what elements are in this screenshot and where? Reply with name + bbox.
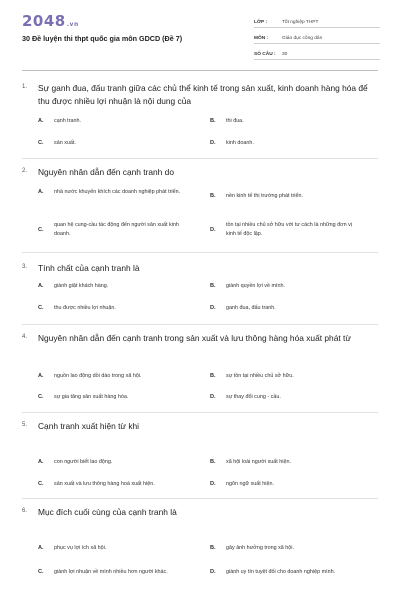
question-2 [22, 166, 378, 237]
option-a[interactable] [38, 372, 184, 381]
option-letter: A. [38, 118, 44, 124]
option-letter: D. [210, 481, 216, 487]
option-text: quan hệ cung-cầu tác động đến người sản xuất kinh doanh. [54, 222, 179, 237]
option-text: cạnh tranh. [54, 118, 81, 124]
option-d[interactable] [210, 480, 356, 489]
option-text: nhà nước khuyến khích các doanh nghiệp phát triển. [54, 189, 181, 195]
option-letter: A. [38, 189, 44, 195]
meta-row-class [254, 14, 380, 28]
option-c[interactable] [38, 304, 184, 313]
option-letter: D. [210, 394, 216, 400]
option-letter: B. [210, 373, 216, 379]
option-text: tồn tại nhiều chủ sở hữu với tư cách là những đơn vị kinh tế độc lập. [226, 222, 353, 237]
meta-label: SỐ CÂU : [254, 52, 276, 57]
exam-header [0, 0, 400, 68]
option-text: nguồn lao động dồi dào trong xã hội. [54, 373, 142, 379]
option-letter: C. [38, 481, 44, 487]
question-text: Sự ganh đua, đấu tranh giữa các chủ thể kinh tế trong sản xuất, kinh doanh hàng hóa để thu được nhiều lợi nhuận là nội dung của [38, 83, 368, 106]
option-text: sản xuất và lưu thông hàng hoá xuất hiện. [54, 481, 155, 487]
option-b[interactable] [210, 282, 356, 291]
option-letter: C. [38, 569, 44, 575]
option-text: giành quyền lợi về mình. [226, 283, 285, 289]
option-b[interactable] [210, 544, 356, 553]
question-number: 2. [22, 168, 28, 174]
meta-value: 30 [282, 52, 288, 57]
question-number: 5. [22, 422, 28, 428]
question-text: Tính chất của cạnh tranh là [38, 263, 140, 273]
option-c[interactable] [38, 139, 184, 148]
question-text: Cạnh tranh xuất hiện từ khi [38, 421, 140, 431]
question-4 [22, 332, 378, 400]
question-number: 3. [22, 264, 28, 270]
exam-title: 30 Đề luyện thi thpt quốc gia môn GDCD (Đề 7) [22, 34, 183, 43]
option-letter: D. [210, 569, 216, 575]
option-c[interactable] [38, 568, 184, 577]
option-text: ganh đua, đấu tranh. [226, 305, 276, 311]
meta-value: Giáo dục công dân [282, 36, 323, 41]
option-d[interactable] [210, 221, 356, 239]
option-d[interactable] [210, 139, 356, 148]
option-d[interactable] [210, 393, 356, 402]
option-letter: B. [210, 545, 216, 551]
option-d[interactable] [210, 568, 356, 577]
question-text: Nguyên nhân dẫn đến cạnh tranh do [38, 167, 174, 177]
option-text: con người biết lao động. [54, 459, 113, 465]
question-divider [22, 412, 378, 413]
option-letter: A. [38, 373, 44, 379]
question-1 [22, 82, 378, 146]
option-letter: B. [210, 459, 216, 465]
option-text: sự gia tăng sản xuất hàng hóa. [54, 394, 129, 400]
option-a[interactable] [38, 117, 184, 126]
option-text: gây ảnh hưởng trong xã hội. [226, 545, 294, 551]
option-c[interactable] [38, 221, 184, 239]
meta-row-subject [254, 30, 380, 44]
option-text: giành giật khách hàng. [54, 283, 109, 289]
option-text: sự tồn tại nhiều chủ sở hữu. [226, 373, 294, 379]
site-logo[interactable] [22, 12, 79, 30]
option-text: nền kinh tế thị trường phát triển. [226, 193, 303, 199]
meta-label: LỚP : [254, 20, 268, 25]
question-text: Mục đích cuối cùng của cạnh tranh là [38, 507, 177, 517]
option-letter: D. [210, 140, 216, 146]
option-letter: C. [38, 226, 44, 233]
question-number: 4. [22, 334, 28, 340]
question-number: 6. [22, 508, 28, 514]
option-letter: A. [38, 459, 44, 465]
option-b[interactable] [210, 117, 356, 126]
header-divider [22, 70, 378, 71]
option-b[interactable] [210, 372, 356, 381]
option-letter: A. [38, 545, 44, 551]
option-text: ngôn ngữ xuất hiện. [226, 481, 274, 487]
option-letter: C. [38, 394, 44, 400]
option-a[interactable] [38, 282, 184, 291]
option-d[interactable] [210, 304, 356, 313]
option-letter: B. [210, 193, 216, 199]
option-letter: D. [210, 305, 216, 311]
question-3 [22, 262, 378, 311]
question-number: 1. [22, 84, 28, 90]
question-divider [22, 498, 378, 499]
option-text: xã hội loài người xuất hiện. [226, 459, 291, 465]
option-a[interactable] [38, 458, 184, 467]
logo-suffix: .vn [66, 21, 79, 28]
question-divider [22, 324, 378, 325]
question-5 [22, 420, 378, 487]
option-letter: C. [38, 140, 44, 146]
option-letter: D. [210, 226, 216, 233]
option-text: phục vụ lợi ích xã hội. [54, 545, 107, 551]
option-text: thu được nhiều lợi nhuận. [54, 305, 116, 311]
option-text: thi đua. [226, 118, 244, 124]
question-divider [22, 158, 378, 159]
logo-main: 2048 [22, 12, 66, 30]
option-letter: C. [38, 305, 44, 311]
option-text: giành uy tín tuyệt đối cho doanh nghiệp mình. [226, 569, 336, 575]
option-a[interactable] [38, 188, 184, 197]
option-c[interactable] [38, 480, 214, 489]
meta-value: Tốt nghiệp THPT [282, 20, 319, 25]
question-text: Nguyên nhân dẫn đến cạnh tranh trong sản xuất và lưu thông hàng hóa xuất phát từ [38, 333, 351, 343]
option-b[interactable] [210, 458, 356, 467]
option-text: kinh doanh. [226, 140, 254, 146]
option-letter: A. [38, 283, 44, 289]
option-letter: B. [210, 283, 216, 289]
option-a[interactable] [38, 544, 184, 553]
option-letter: B. [210, 118, 216, 124]
option-text: sản xuất. [54, 140, 76, 146]
option-c[interactable] [38, 393, 184, 402]
option-text: sự thay đổi cung - cầu. [226, 394, 281, 400]
question-divider [22, 252, 378, 253]
question-6 [22, 506, 378, 575]
meta-label: MÔN : [254, 36, 269, 41]
option-text: giành lợi nhuận về mình nhiều hơn người khác. [54, 569, 168, 575]
meta-row-count [254, 46, 380, 60]
option-b[interactable] [210, 192, 376, 201]
exam-meta [254, 14, 380, 62]
